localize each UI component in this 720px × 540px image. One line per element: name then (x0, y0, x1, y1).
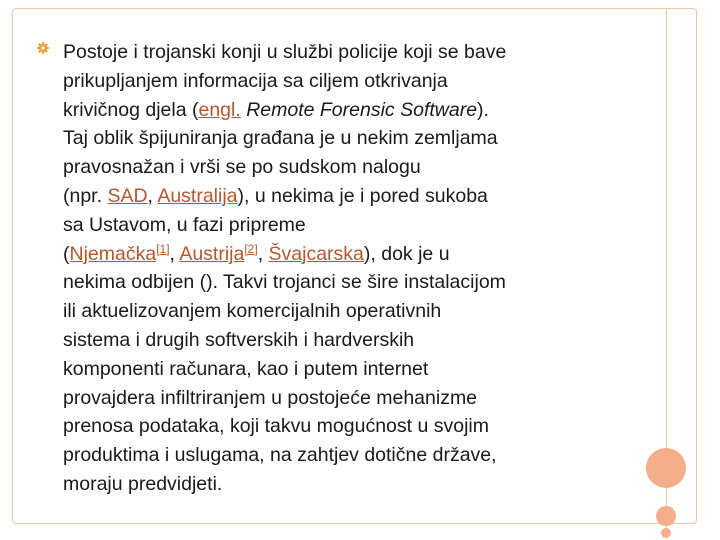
text-line (63, 67, 623, 96)
gear-bullet-icon (37, 42, 49, 54)
text-run: , (169, 242, 180, 265)
decorative-circle-large (646, 448, 686, 488)
text-run: produktima i uslugama, na zahtjev dotične države, (63, 444, 497, 467)
text-run: sistema i drugih softverskih i hardverskih (63, 328, 415, 351)
text-run: provajdera infiltriranjem u postojeće mehanizme (63, 386, 478, 409)
link-sad[interactable]: SAD (107, 184, 148, 207)
text-run: sa Ustavom, u fazi pripreme (63, 213, 306, 236)
text-run: Taj oblik špijuniranja građana je u nekim zemljama (63, 127, 498, 150)
text-run: prikupljanjem informacija sa ciljem otkrivanja (63, 69, 448, 92)
text-run: Postoje i trojanski konji u službi policije koji se bave (63, 41, 507, 63)
text-line (63, 96, 623, 125)
text-line (63, 441, 623, 470)
text-run: krivičnog djela ( (63, 98, 199, 121)
text-line (63, 355, 623, 384)
text-run: nekima odbijen (). Takvi trojanci se šire instalacijom (63, 271, 506, 294)
text-line (63, 153, 623, 182)
text-line (63, 470, 623, 499)
text-line (63, 38, 623, 67)
text-run: ), dok je u (363, 242, 450, 265)
text-line (63, 124, 623, 153)
text-run: ). (477, 98, 489, 121)
text-line (63, 182, 623, 211)
text-run: , (147, 184, 158, 207)
link-njemacka[interactable]: Njemačka (69, 242, 157, 265)
text-line (63, 326, 623, 355)
text-run: ), u nekima je i pored sukoba (237, 184, 488, 207)
text-run: pravosnažan i vrši se po sudskom nalogu (63, 156, 421, 179)
text-run: , (257, 242, 269, 265)
emphasis-text: Remote Forensic Software (246, 98, 478, 121)
link-svajcarska[interactable]: Švajcarska (268, 242, 364, 265)
decorative-circle-small (661, 528, 671, 538)
link-australija[interactable]: Australija (157, 184, 238, 207)
decorative-circle-medium (656, 506, 676, 526)
text-run: ili aktuelizovanjem komercijalnih operativnih (63, 300, 442, 323)
footnote-ref-1[interactable]: [1] (156, 241, 170, 256)
text-line (63, 211, 623, 240)
text-run: komponenti računara, kao i putem internet (63, 357, 429, 380)
text-run: (npr. (63, 184, 108, 207)
link-austrija[interactable]: Austrija (179, 242, 245, 265)
link-engl[interactable]: engl. (198, 98, 241, 121)
text-run: moraju predvidjeti. (63, 472, 223, 495)
text-run: ( (63, 242, 70, 265)
text-line (63, 297, 623, 326)
text-line (63, 268, 623, 297)
text-run: prenosa podataka, koji takvu mogućnost u svojim (63, 415, 489, 438)
footnote-ref-2[interactable]: [2] (244, 241, 258, 256)
text-line (63, 412, 623, 441)
body-paragraph (63, 38, 623, 499)
text-line (63, 384, 623, 413)
text-line (63, 240, 623, 269)
